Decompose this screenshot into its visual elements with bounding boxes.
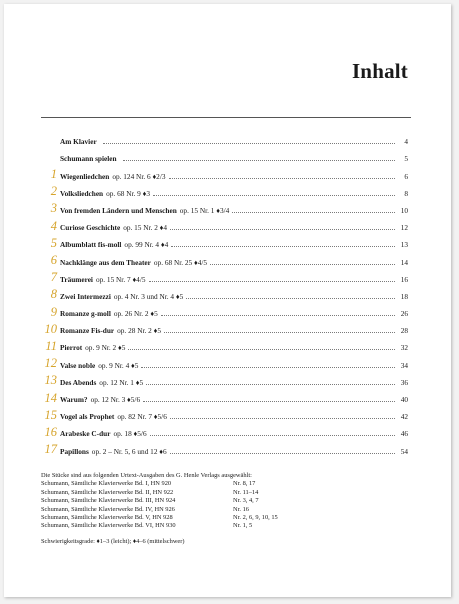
toc-entry [41, 438, 408, 455]
entry-opus: op. 15 Nr. 1 ♦3/4 [179, 205, 230, 215]
source-pieces: Nr. 2, 6, 9, 10, 15 [233, 514, 278, 522]
source-pieces: Nr. 3, 4, 7 [233, 497, 259, 505]
entry-title: Curiose Geschichte [60, 223, 121, 233]
source-pieces: Nr. 11–14 [233, 488, 259, 496]
entry-page: 6 [404, 171, 408, 181]
entry-page: 12 [400, 223, 408, 233]
sources-list [41, 480, 411, 530]
entry-opus: op. 2 – Nr. 5, 6 und 12 ♦6 [91, 446, 167, 456]
toc-entry [41, 232, 408, 249]
entry-number: 7 [50, 270, 57, 285]
source-edition: Schumann, Sämtliche Klavierwerke Bd. II, HN 922 [41, 488, 174, 496]
entry-page: 32 [400, 343, 408, 353]
entry-title: Valse noble [60, 360, 96, 370]
toc-entry [41, 421, 408, 438]
entry-page: 4 [404, 137, 408, 147]
source-pieces: Nr. 16 [233, 505, 249, 513]
toc-entry [41, 249, 408, 266]
entry-page: 16 [400, 274, 408, 284]
entry-number: 8 [50, 287, 57, 302]
entry-title: Schumann spielen [60, 154, 117, 164]
source-edition: Schumann, Sämtliche Klavierwerke Bd. VI, HN 930 [41, 522, 176, 530]
sources-intro: Die Stücke sind aus folgenden Urtext-Ausgaben des G. Henle Verlags ausgewählt: [41, 472, 252, 479]
entry-title: Nachklänge aus dem Theater [60, 257, 151, 267]
toc-entry [41, 163, 408, 180]
entry-number: 1 [50, 167, 57, 182]
dot-leader [186, 298, 395, 299]
toc-entry [41, 318, 408, 335]
entry-number: 2 [50, 184, 57, 199]
entry-number: 3 [50, 201, 57, 216]
source-pieces: Nr. 1, 5 [233, 522, 253, 530]
source-edition: Schumann, Sämtliche Klavierwerke Bd. I, HN 920 [41, 480, 172, 488]
dot-leader [170, 453, 395, 454]
toc-entry [41, 301, 408, 318]
dot-leader [146, 384, 395, 385]
entry-title: Romanze g-moll [60, 309, 111, 319]
entry-title: Vogel als Prophet [60, 412, 115, 422]
entry-page: 26 [400, 309, 408, 319]
dot-leader [103, 143, 395, 144]
title-rule [41, 117, 411, 118]
document-page [4, 4, 451, 597]
entry-page: 40 [400, 395, 408, 404]
entry-number: 17 [44, 442, 57, 457]
entry-page: 28 [400, 326, 408, 336]
toc-entry [41, 215, 408, 232]
table-of-contents [41, 129, 408, 456]
entry-title: Romanze Fis-dur [60, 326, 115, 336]
dot-leader [150, 435, 395, 436]
entry-title: Träumerei [60, 274, 93, 284]
entry-page: 46 [400, 429, 408, 439]
entry-number: 15 [44, 407, 57, 422]
entry-opus: op. 68 Nr. 25 ♦4/5 [153, 257, 208, 267]
dot-leader [141, 367, 395, 368]
dot-leader [170, 229, 395, 230]
entry-page: 13 [400, 240, 408, 250]
entry-number: 16 [44, 424, 57, 439]
dot-leader [164, 332, 395, 333]
entry-opus: op. 12 Nr. 3 ♦5/6 [90, 395, 141, 404]
entry-title: Wiegenliedchen [60, 171, 110, 181]
dot-leader [161, 315, 395, 316]
entry-number: 12 [44, 356, 57, 371]
entry-opus: op. 99 Nr. 4 ♦4 [124, 240, 169, 250]
source-edition: Schumann, Sämtliche Klavierwerke Bd. V, HN 928 [41, 514, 173, 522]
toc-entry [41, 352, 408, 369]
entry-opus: op. 28 Nr. 2 ♦5 [117, 326, 161, 336]
entry-page: 14 [400, 257, 408, 267]
entry-number: 6 [50, 253, 57, 267]
entry-number: 5 [50, 235, 57, 250]
dot-leader [143, 401, 395, 402]
dot-leader [232, 212, 395, 213]
entry-opus: op. 9 Nr. 2 ♦5 [85, 343, 126, 353]
dot-leader [171, 246, 395, 247]
dot-leader [210, 264, 395, 265]
source-line [41, 514, 411, 522]
toc-entry [41, 267, 408, 284]
page-title: Inhalt [351, 59, 408, 83]
entry-title: Warum? [60, 395, 88, 404]
entry-opus: op. 124 Nr. 6 ♦2/3 [112, 171, 166, 181]
entry-number: 9 [50, 304, 57, 319]
entry-title: Zwei Intermezzi [60, 291, 111, 301]
entry-title: Von fremden Ländern und Menschen [60, 205, 177, 215]
entry-opus: op. 82 Nr. 7 ♦5/6 [117, 412, 167, 422]
entry-title: Am Klavier [60, 137, 97, 147]
dot-leader [123, 160, 395, 161]
toc-entry [41, 404, 408, 421]
source-line [41, 489, 411, 497]
toc-entry [41, 284, 408, 301]
entry-title: Volksliedchen [60, 188, 104, 198]
source-edition: Schumann, Sämtliche Klavierwerke Bd. III, HN 924 [41, 497, 176, 505]
entry-page: 34 [400, 360, 408, 370]
toc-entry [41, 335, 408, 352]
source-line [41, 506, 411, 514]
entry-page: 42 [400, 412, 408, 422]
source-line [41, 480, 411, 488]
entry-page: 54 [400, 446, 408, 456]
entry-opus: op. 15 Nr. 7 ♦4/5 [95, 274, 146, 284]
entry-number: 10 [44, 321, 57, 336]
entry-number: 14 [44, 390, 57, 405]
entry-opus: op. 9 Nr. 4 ♦5 [98, 360, 139, 370]
entry-opus: op. 4 Nr. 3 und Nr. 4 ♦5 [113, 291, 184, 301]
dot-leader [169, 178, 395, 179]
entry-title: Albumblatt fis-moll [60, 240, 122, 250]
toc-entry [41, 198, 408, 215]
source-line [41, 497, 411, 505]
entry-number: 13 [44, 373, 57, 388]
entry-page: 36 [400, 377, 408, 387]
difficulty-note: Schwierigkeitsgrade: ♦1–3 (leicht); ♦4–6 (mittelschwer) [41, 537, 185, 545]
entry-opus: op. 15 Nr. 2 ♦4 [123, 223, 168, 233]
entry-opus: op. 18 ♦5/6 [113, 429, 147, 439]
toc-entry [41, 129, 408, 146]
dot-leader [128, 349, 395, 350]
entry-opus: op. 12 Nr. 1 ♦5 [99, 377, 144, 387]
dot-leader [170, 418, 395, 419]
source-edition: Schumann, Sämtliche Klavierwerke Bd. IV, HN 926 [41, 505, 175, 513]
entry-opus: op. 26 Nr. 2 ♦5 [113, 309, 158, 319]
dot-leader [153, 195, 395, 196]
entry-title: Pierrot [60, 343, 83, 353]
source-line [41, 522, 411, 530]
entry-title: Arabeske C-dur [60, 429, 111, 439]
source-pieces: Nr. 8, 17 [233, 480, 256, 488]
toc-entry [41, 181, 408, 198]
entry-page: 18 [400, 291, 408, 301]
entry-page: 8 [404, 188, 408, 198]
toc-entry [41, 146, 408, 163]
toc-entry [41, 370, 408, 387]
entry-number: 11 [45, 338, 57, 353]
entry-title: Papillons [60, 446, 89, 456]
toc-entry [41, 387, 408, 404]
dot-leader [149, 281, 395, 282]
entry-page: 5 [404, 154, 408, 164]
entry-opus: op. 68 Nr. 9 ♦3 [106, 188, 150, 198]
entry-title: Des Abends [60, 377, 97, 387]
sources-footer [41, 472, 411, 546]
entry-page: 10 [400, 205, 408, 215]
entry-number: 4 [50, 218, 57, 233]
